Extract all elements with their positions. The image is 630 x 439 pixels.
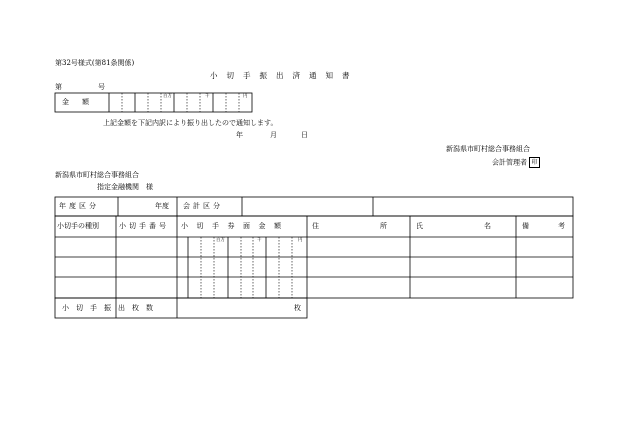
header-name: 氏 名 xyxy=(416,222,501,230)
header-check-type: 小切手の種別 xyxy=(57,222,99,230)
date-month: 月 xyxy=(270,131,277,139)
issuer-org: 新潟県市町村総合事務組合 xyxy=(446,145,530,153)
header-remarks: 備 考 xyxy=(522,222,576,230)
count-label: 小切手振出枚数 xyxy=(62,304,160,312)
amount-unit-thousand: 千 xyxy=(205,94,210,99)
count-unit: 枚 xyxy=(294,304,301,312)
amount-label: 金 額 xyxy=(62,98,92,106)
table-unit-yen: 円 xyxy=(298,238,303,243)
table-unit-thousand: 千 xyxy=(257,238,262,243)
fiscal-year-suffix: 年度 xyxy=(155,202,169,210)
recipient-bank: 指定金融機関 様 xyxy=(97,183,153,191)
number-label-suffix: 号 xyxy=(98,83,105,91)
issuer-role xyxy=(492,157,540,168)
seal-mark: 印 xyxy=(529,157,540,168)
header-address: 住 所 xyxy=(312,222,397,230)
number-label-prefix: 第 xyxy=(55,83,62,91)
recipient-org: 新潟県市町村総合事務組合 xyxy=(55,171,139,179)
notice-text: 上記金額を下記内訳により振り出したので通知します。 xyxy=(103,119,278,127)
header-face-amount: 小切手券面金額 xyxy=(181,222,290,230)
fiscal-year-label: 年度区分 xyxy=(59,202,99,210)
account-label: 会計区分 xyxy=(183,202,223,210)
header-check-number: 小切手番号 xyxy=(119,222,169,230)
document-title: 小切手振出済通知書 xyxy=(210,71,359,80)
table-unit-million: 百万 xyxy=(216,238,225,243)
form-number: 第32号様式(第81条関係) xyxy=(55,59,135,67)
amount-unit-million: 百万 xyxy=(163,94,172,99)
issuer-role-label: 会計管理者 xyxy=(492,158,527,167)
amount-unit-yen: 円 xyxy=(243,94,248,99)
date-day: 日 xyxy=(301,131,308,139)
date-year: 年 xyxy=(236,131,243,139)
